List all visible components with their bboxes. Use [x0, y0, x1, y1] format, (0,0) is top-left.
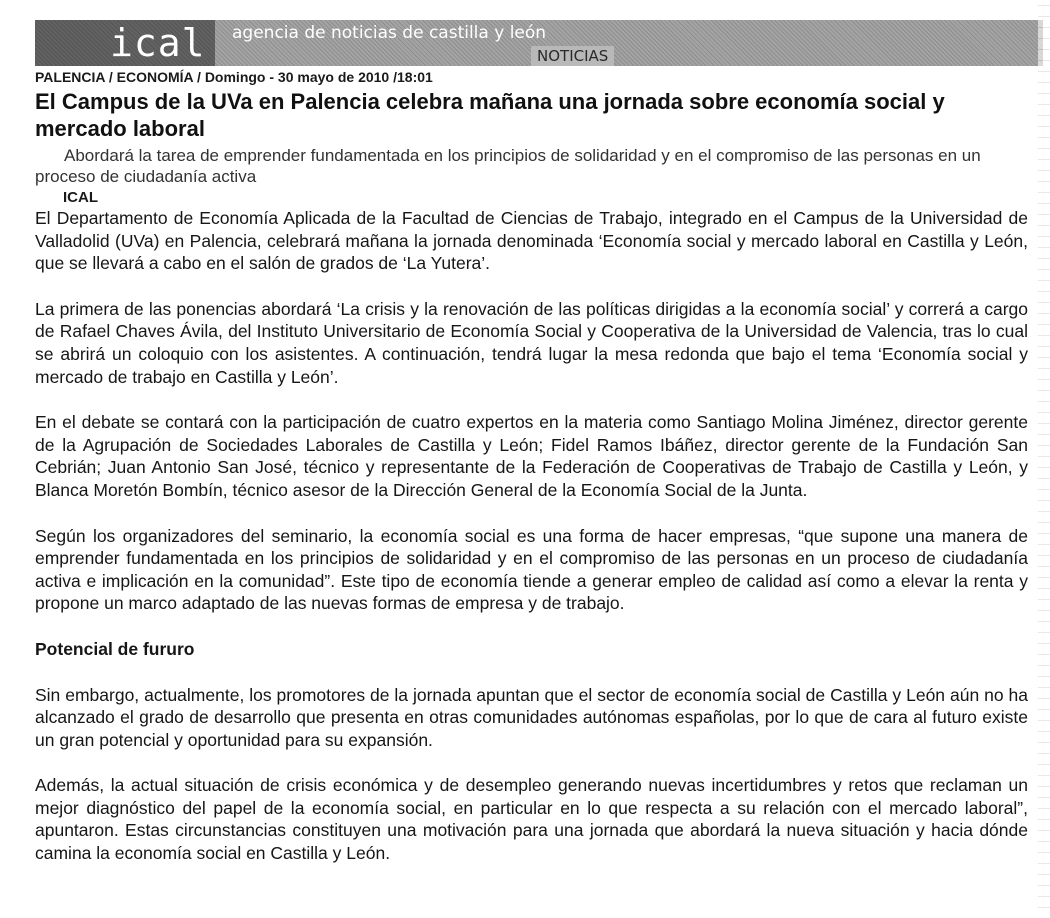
article-subheading: Potencial de fururo: [35, 638, 195, 659]
article-body: [35, 207, 1028, 888]
scan-edge-marks: [1038, 0, 1050, 918]
article-headline: El Campus de la UVa en Palencia celebra mañana una jornada sobre economía social y mercado laboral: [35, 89, 945, 141]
paragraph: La primera de las ponencias abordará ‘La crisis y la renovación de las políticas dirigidas a la economía social’ y correrá a cargo de Rafael Chaves Ávila, del Instituto Universitario de Economía Social y Cooperativa de la Universidad de Valencia, tras lo cual se abrirá un coloquio con los asistentes. A continuación, tendrá lugar la mesa redonda que bajo el tema ‘Economía social y mercado de trabajo en Castilla y León’.: [35, 298, 1028, 387]
article-agency: ICAL: [63, 189, 98, 206]
paragraph: Sin embargo, actualmente, los promotores de la jornada apuntan que el sector de economía social de Castilla y León aún no ha alcanzado el grado de desarrollo que presenta en otras comunidades autónomas españolas, por lo que de cara al futuro existe un gran potencial y oportunidad para su expansión.: [35, 684, 1028, 750]
article-subtitle: Abordará la tarea de emprender fundamentada en los principios de solidaridad y en el compromiso de las personas en un proceso de ciudadanía activa: [35, 146, 981, 186]
logo-block: [35, 20, 215, 66]
section-label: NOTICIAS: [531, 46, 614, 66]
paragraph: El Departamento de Economía Aplicada de la Facultad de Ciencias de Trabajo, integrado en el Campus de la Universidad de Valladolid (UVa) en Palencia, celebrará mañana la jornada denominada ‘Economía social y mercado laboral en Castilla y León, que se llevará a cabo en el salón de grados de ‘La Yutera’.: [35, 208, 1028, 274]
agency-tagline: agencia de noticias de castilla y león: [232, 23, 547, 43]
agency-banner: [35, 20, 1043, 66]
paragraph: Además, la actual situación de crisis económica y de desempleo generando nuevas incertidumbres y retos que reclaman un mejor diagnóstico del papel de la economía social, en particular en lo que respecta a su relación con el mercado laboral”, apuntaron. Estas circunstancias constituyen una motivación para una jornada que abordará la nueva situación y hacia dónde camina la economía social en Castilla y León.: [35, 775, 1028, 864]
paragraph: En el debate se contará con la participación de cuatro expertos en la materia como Santiago Molina Jiménez, director gerente de la Agrupación de Sociedades Laborales de Castilla y León; Fidel Ramos Ibáñez, director gerente de la Fundación San Cebrián; Juan Antonio San José, técnico y representante de la Federación de Cooperativas de Trabajo de Castilla y León, y Blanca Moretón Bombín, técnico asesor de la Dirección General de la Economía Social de la Junta.: [35, 412, 1028, 500]
paragraph: Según los organizadores del seminario, la economía social es una forma de hacer empresas, “que supone una manera de emprender fundamentada en los principios de solidaridad y en el compromiso de las personas en un proceso de ciudadanía activa e implicación en la comunidad”. Este tipo de economía tiende a generar empleo de calidad así como a elevar la renta y propone un marco adaptado de las nuevas formas de empresa y de trabajo.: [35, 525, 1028, 614]
article-dateline: PALENCIA / ECONOMÍA / Domingo - 30 mayo de 2010 /18:01: [35, 69, 433, 85]
ical-logo: ical: [110, 21, 206, 65]
